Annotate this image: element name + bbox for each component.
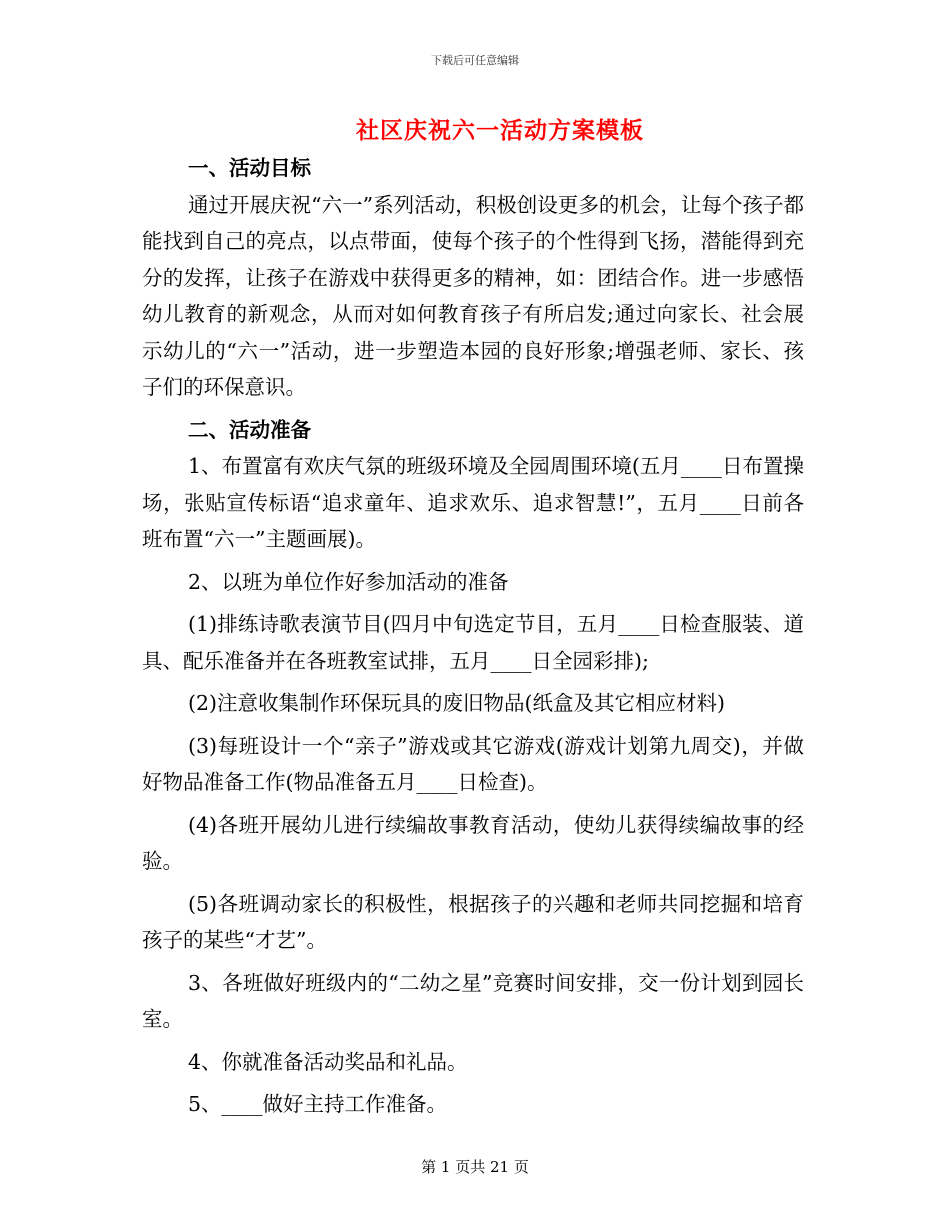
page-header: 下载后可任意编辑 — [431, 54, 519, 67]
document-body — [142, 150, 804, 1123]
prep-item-1: 1、布置富有欢庆气氛的班级环境及全园周围环境(五月____日布置操场，张贴宣传标语“追求童年、追求欢乐、追求智慧!”，五月____日前各班布置“六一”主题画展)。 — [142, 454, 804, 551]
prep-subitem-5: (5)各班调动家长的积极性，根据孩子的兴趣和老师共同挖掘和培育孩子的某些“才艺”。 — [142, 891, 804, 952]
prep-subitem-4: (4)各班开展幼儿进行续编故事教育活动，使幼儿获得续编故事的经验。 — [142, 812, 804, 873]
prep-subitem-3: (3)每班设计一个“亲子”游戏或其它游戏(游戏计划第九周交)，并做好物品准备工作(物品准备五月____日检查)。 — [142, 733, 804, 794]
prep-item-5: 5、____做好主持工作准备。 — [188, 1092, 448, 1116]
section-heading-preparation: 二、活动准备 — [188, 417, 311, 442]
prep-item-2: 2、以班为单位作好参加活动的准备 — [188, 569, 509, 594]
prep-item-4: 4、你就准备活动奖品和礼品。 — [188, 1049, 468, 1074]
goals-paragraph: 通过开展庆祝“六一”系列活动，积极创设更多的机会，让每个孩子都能找到自己的亮点，以点带面，使每个孩子的个性得到飞扬，潜能得到充分的发挥，让孩子在游戏中获得更多的精神，如：团结合作。进一步感悟幼儿教育的新观念，从而对如何教育孩子有所启发;通过向家长、社会展示幼儿的“六一”活动，进一步塑造本园的良好形象;增强老师、家长、孩子们的环保意识。 — [142, 192, 804, 399]
document-title: 社区庆祝六一活动方案模板 — [356, 117, 644, 144]
page-footer: 第 1 页共 21 页 — [421, 1158, 529, 1176]
prep-subitem-1: (1)排练诗歌表演节目(四月中旬选定节目，五月____日检查服装、道具、配乐准备并在各班教室试排，五月____日全园彩排); — [142, 612, 804, 673]
prep-item-3: 3、各班做好班级内的“二幼之星”竞赛时间安排，交一份计划到园长室。 — [142, 970, 804, 1031]
section-heading-goals: 一、活动目标 — [188, 156, 311, 180]
prep-subitem-2: (2)注意收集制作环保玩具的废旧物品(纸盒及其它相应材料) — [188, 691, 726, 715]
